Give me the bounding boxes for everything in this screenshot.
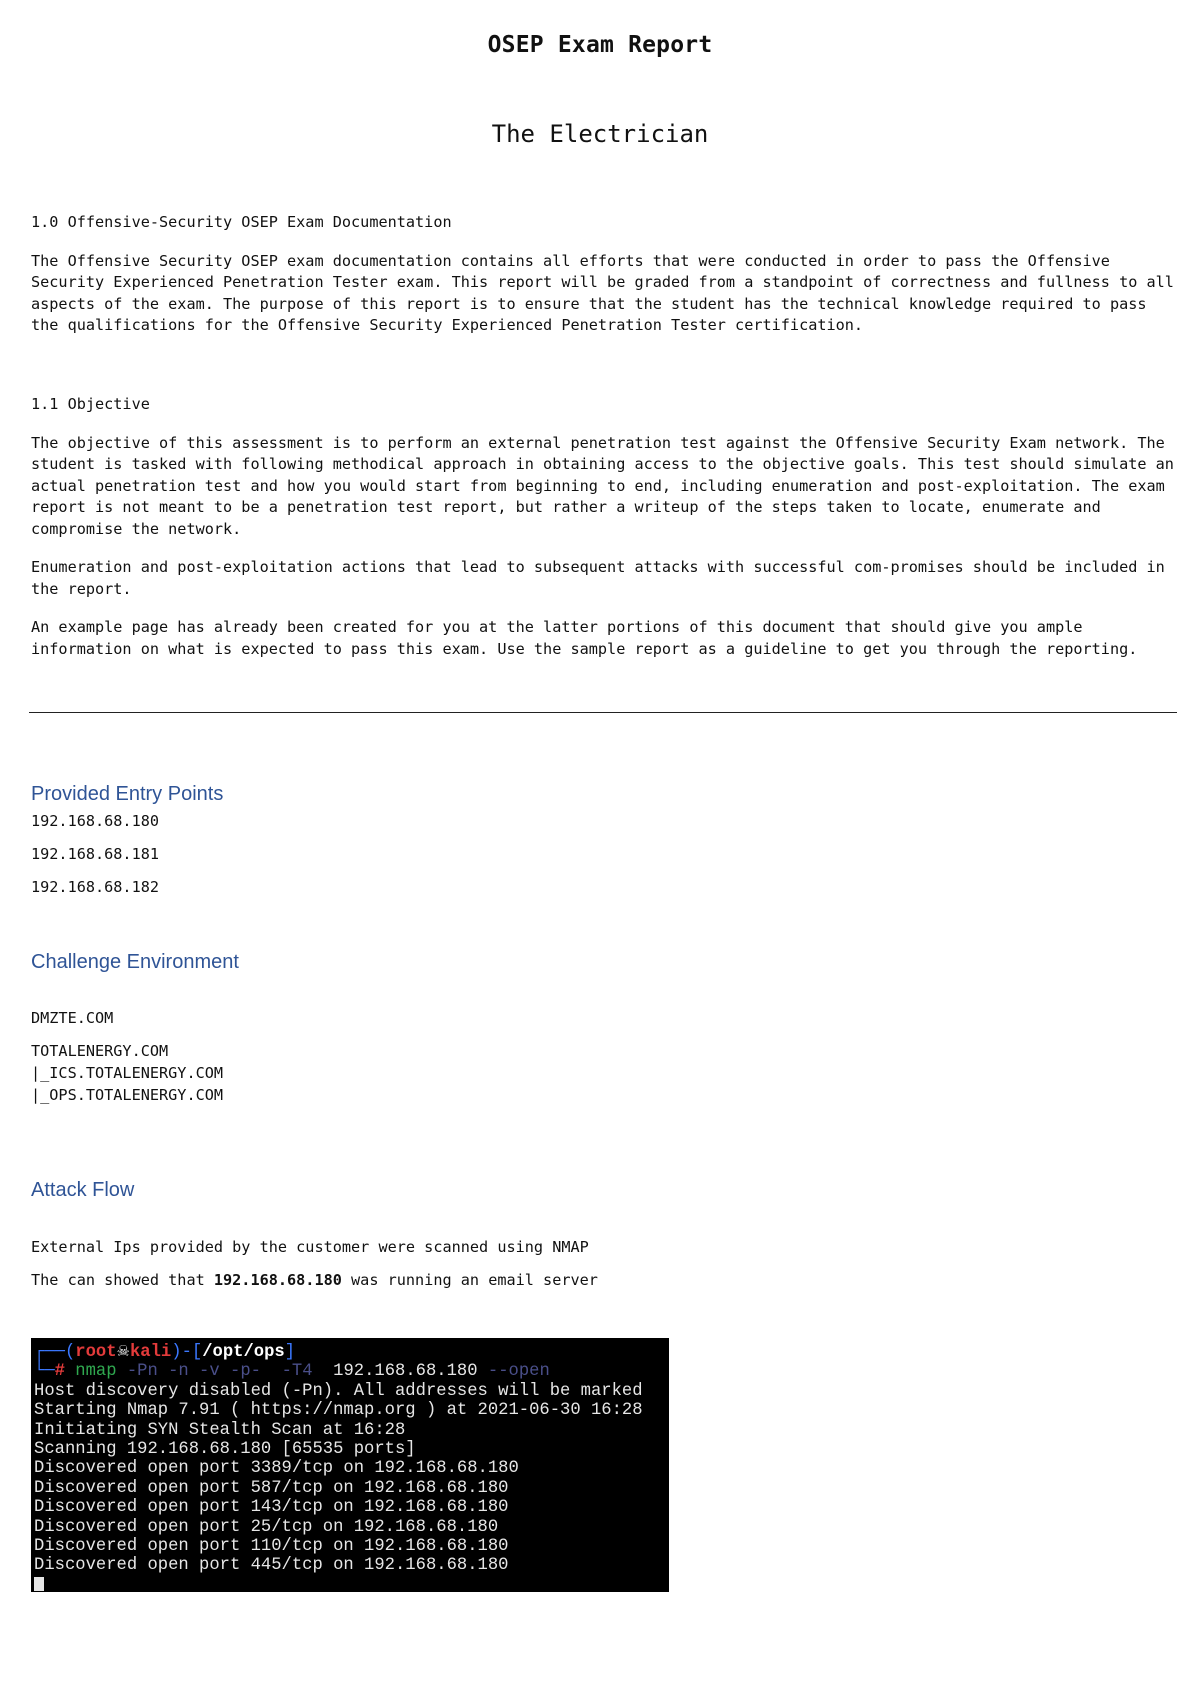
prompt-user: root [75,1343,117,1362]
command-name: nmap [75,1362,117,1382]
terminal-output-line: Starting Nmap 7.91 ( https://nmap.org ) at 2021-06-30 16:28 [34,1401,643,1421]
terminal-output-line: Discovered open port 587/tcp on 192.168.68.180 [34,1478,509,1498]
documentation-heading: 1.0 Offensive-Security OSEP Exam Documentation [31,213,452,231]
terminal-output-line: Host discovery disabled (-Pn). All addresses will be marked [34,1381,643,1401]
command-target: 192.168.68.180 [322,1362,488,1382]
section-divider [29,712,1177,713]
terminal-screenshot [31,1338,669,1592]
environment-heading: Challenge Environment [31,951,239,973]
objective-heading: 1.1 Objective [31,395,150,413]
environment-domain: TOTALENERGY.COM [31,1042,169,1060]
terminal-output-line: Discovered open port 143/tcp on 192.168.68.180 [34,1498,509,1518]
environment-domain: DMZTE.COM [31,1009,114,1027]
terminal-output-line: Initiating SYN Stealth Scan at 16:28 [34,1420,406,1440]
prompt-host: kali [129,1343,172,1362]
attack-flow-line: External Ips provided by the customer were scanned using NMAP [31,1238,589,1256]
objective-section [31,394,1181,677]
command-flags: -Pn -n -v -p- -T4 [116,1362,323,1382]
terminal-output-line: Discovered open port 25/tcp on 192.168.68.180 [34,1517,499,1537]
terminal-output-line: Discovered open port 3389/tcp on 192.168.68.180 [34,1459,519,1479]
skull-icon: ☠ [116,1342,130,1360]
documentation-paragraph: The Offensive Security OSEP exam documentation contains all efforts that were conducted in order to pass the Offensive Security Experienced Penetration Tester exam. This report will be graded from a standpoint of correctness and fullness to all aspects of the exam. The purpose of this report is to ensure that the student has the technical knowledge required to pass the qualifications for the Offensive Security Experienced Penetration Tester certification. [31,251,1174,334]
report-title: OSEP Exam Report [487,32,713,58]
terminal-content: ┌──(root☠kali)-[/opt/ops] └─# nmap -Pn -n -v -p- -T4 192.168.68.180 --open Host discovery disabled (-Pn). All addresses will be marked Starting Nmap 7.91 ( https://nmap.org ) at 2021-06-30 16:28 Initiating SYN Stealth Scan at 16:28 Scanning 192.168.68.180 [65535 ports] Discovered open port 3389/tcp on 192.168.68.180 Discovered open port 587/tcp on 192.168.68.180 Discovered open port 143/tcp on 192.168.68.180 Discovered open port 25/tcp on 192.168.68.180 Discovered open port 110/tcp on 192.168.68.180 Discovered open port 445/tcp on 192.168.68.180 [34,1342,643,1592]
entry-point-item: 192.168.68.181 [31,845,160,863]
report-subtitle: The Electrician [491,120,709,148]
terminal-output-line: Discovered open port 110/tcp on 192.168.68.180 [34,1537,509,1557]
attack-flow-line: The can showed that 192.168.68.180 was running an email server [31,1271,598,1289]
entry-point-item: 192.168.68.182 [31,878,160,896]
environment-subdomain: |_OPS.TOTALENERGY.COM [31,1086,224,1104]
entry-points-heading: Provided Entry Points [31,783,224,805]
command-open-flag: --open [487,1362,550,1382]
attack-flow-heading: Attack Flow [31,1179,135,1201]
terminal-output-line: Scanning 192.168.68.180 [65535 ports] [34,1440,416,1460]
highlighted-ip: 192.168.68.180 [213,1271,342,1289]
documentation-section [31,212,1181,354]
terminal-output-line: Discovered open port 445/tcp on 192.168.68.180 [34,1556,509,1576]
environment-subdomain: |_ICS.TOTALENERGY.COM [31,1064,224,1082]
objective-paragraph-2: Enumeration and post-exploitation actions that lead to subsequent attacks with successful com-promises should be included in the report. [31,558,1165,598]
entry-point-item: 192.168.68.180 [31,812,160,830]
objective-paragraph-1: The objective of this assessment is to perform an external penetration test against the Offensive Security Exam network. The student is tasked with following methodical approach in obtaining access to the objective goals. This test should simulate an actual penetration test and how you would start from beginning to end, including enumeration and post-exploitation. The exam report is not meant to be a penetration test report, but rather a writeup of the steps taken to locate, enumerate and compromise the network. [31,433,1174,538]
prompt-path: /opt/ops [202,1343,285,1362]
terminal-cursor [34,1577,44,1591]
objective-paragraph-3: An example page has already been created for you at the latter portions of this document that should give you ample information on what is expected to pass this exam. Use the sample report as a guideline to get you through the reporting. [31,618,1138,658]
